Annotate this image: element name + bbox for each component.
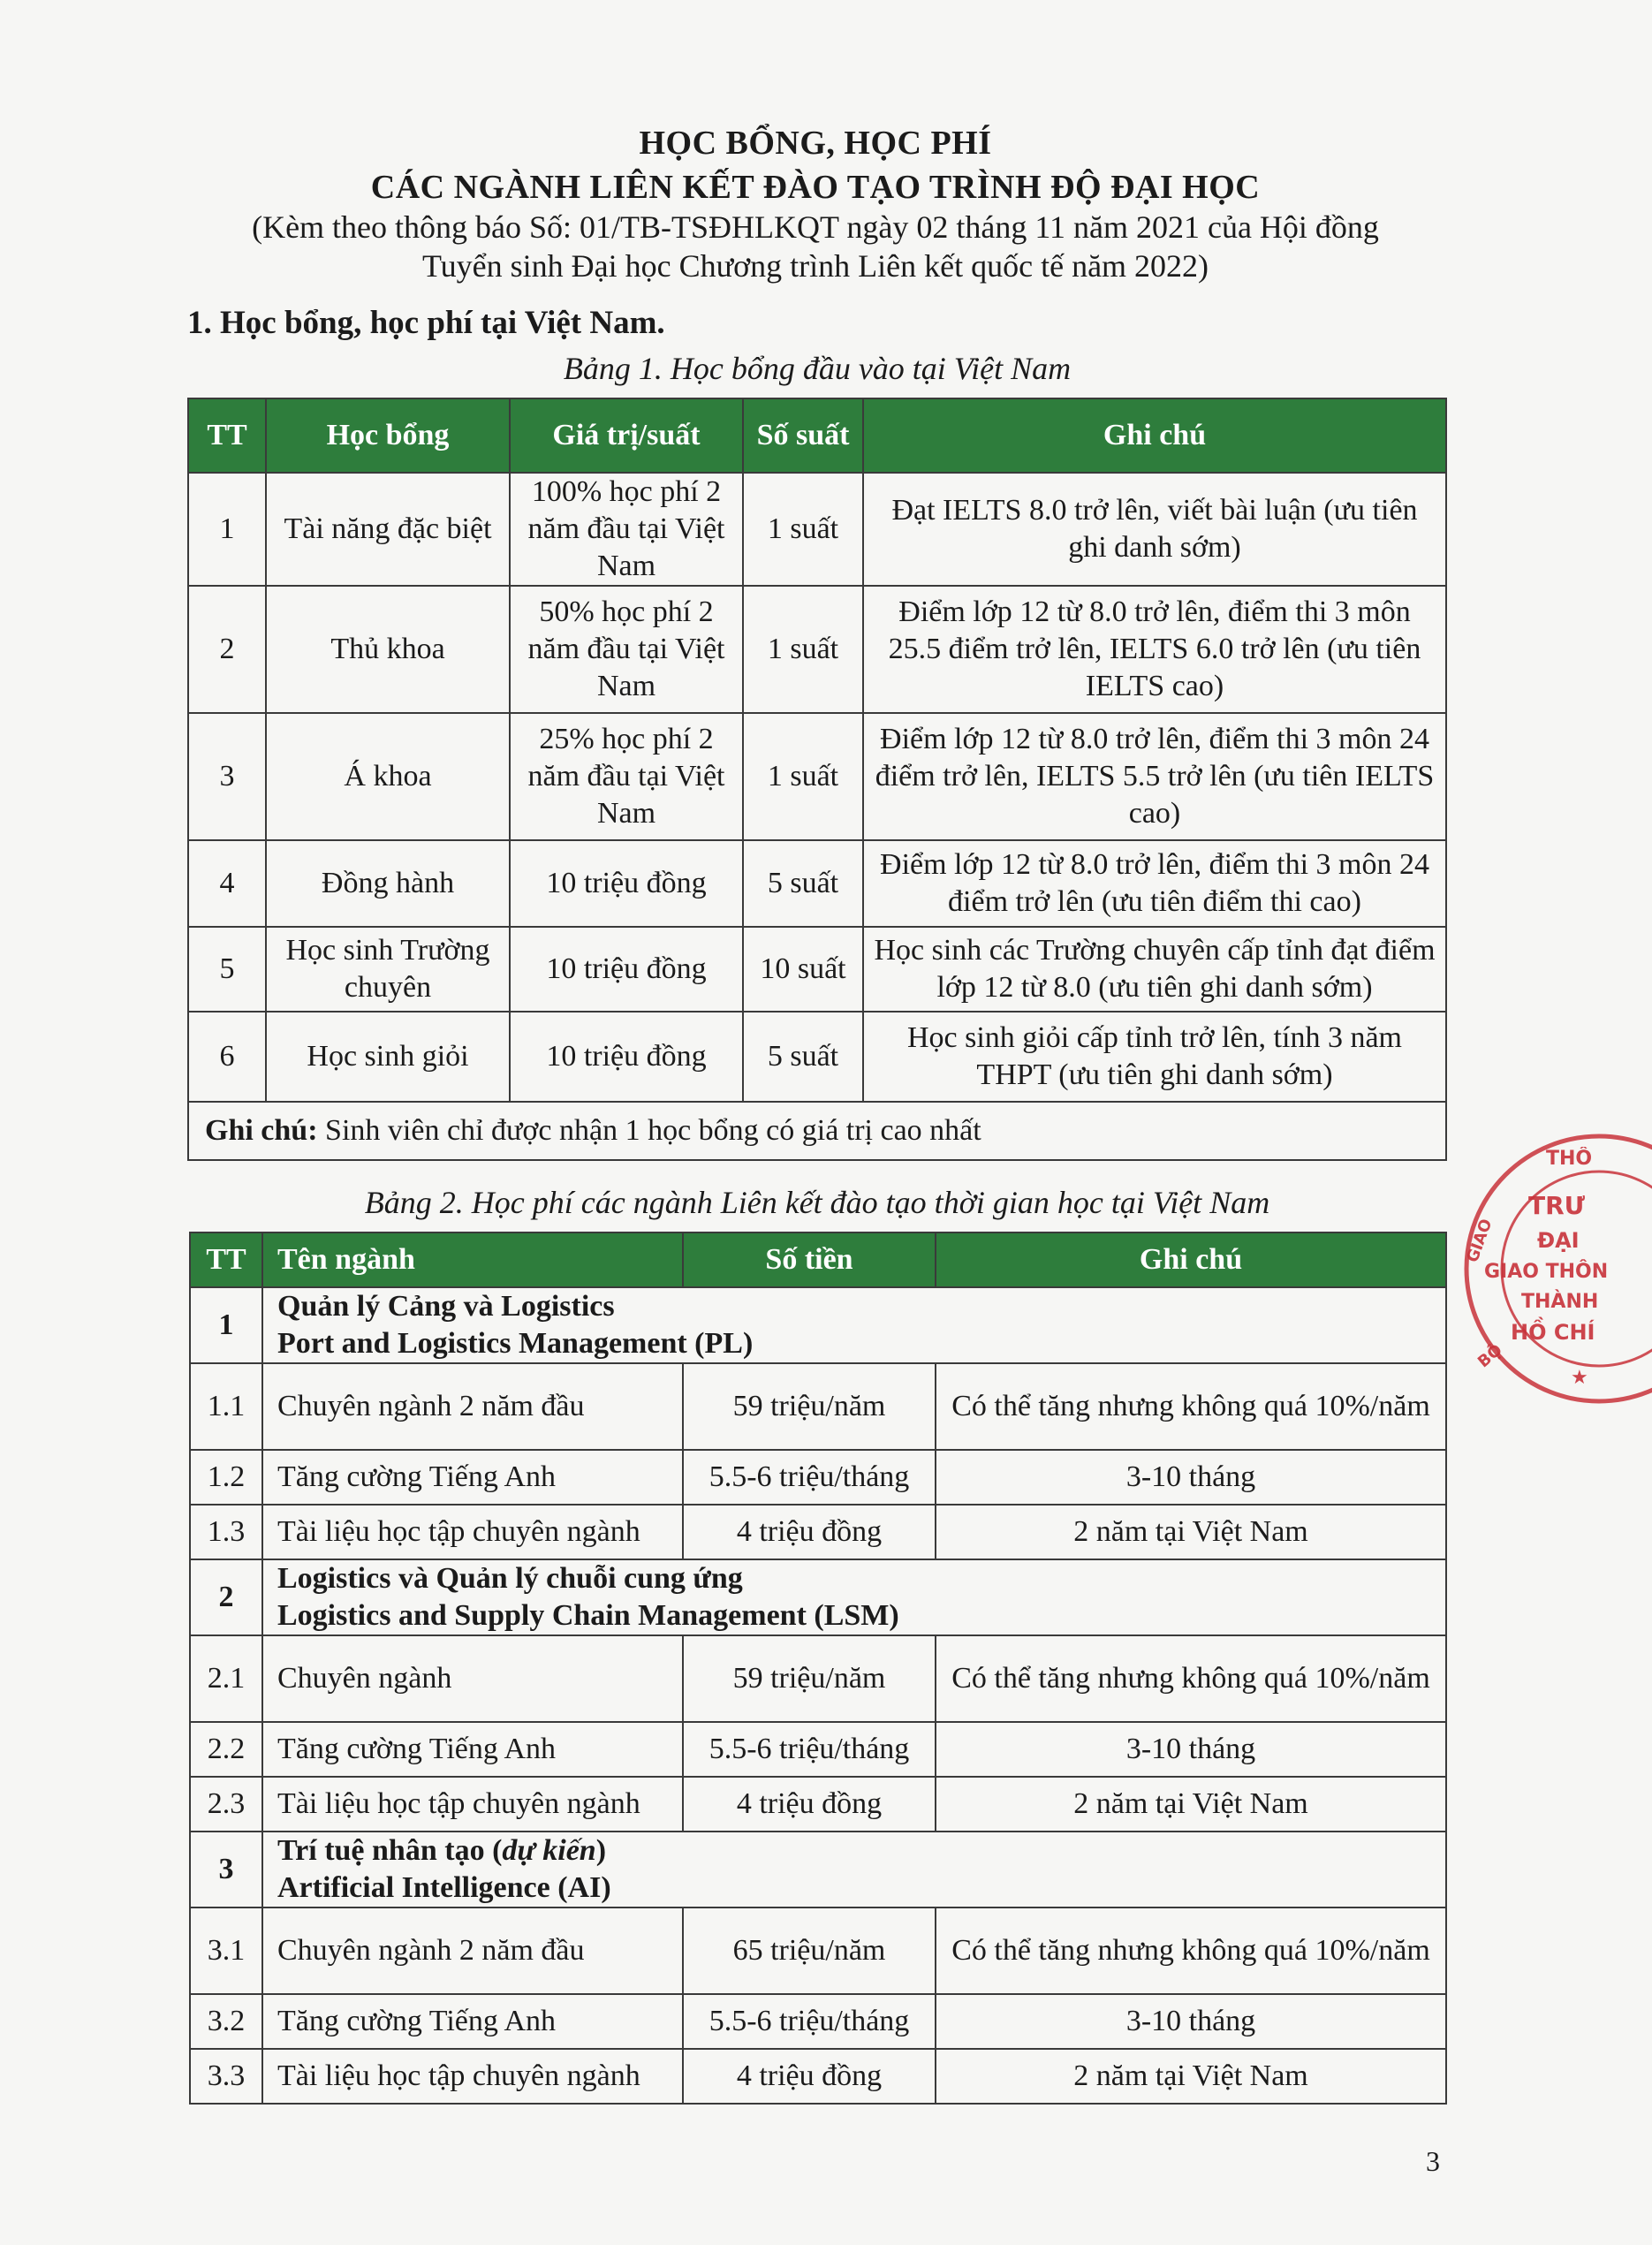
svg-text:GIAO: GIAO [1463,1216,1497,1265]
document-title-line2: CÁC NGÀNH LIÊN KẾT ĐÀO TẠO TRÌNH ĐỘ ĐẠI HỌC [370,169,1261,206]
svg-text:TRƯ: TRƯ [1528,1191,1586,1220]
item-amount: 59 triệu/năm [683,1363,936,1450]
table-footnote [188,1102,1446,1160]
scholarship-note: Điểm lớp 12 từ 8.0 trở lên, điểm thi 3 môn 24 điểm trở lên (ưu tiên điểm thi cao) [863,840,1446,927]
column-header: Ghi chú [936,1232,1446,1287]
table-row [188,713,1446,840]
item-name: Tăng cường Tiếng Anh [262,1450,683,1505]
item-number: 1.1 [190,1363,262,1450]
table-row [190,1994,1446,2049]
item-note: 3-10 tháng [936,1722,1446,1777]
item-amount: 4 triệu đồng [683,1777,936,1832]
scholarship-name: Thủ khoa [266,586,510,713]
program-name-en: Port and Logistics Management (PL) [277,1327,754,1360]
item-number: 3.3 [190,2049,262,2104]
document-title: HỌC BỔNG, HỌC PHÍ [639,125,992,162]
table1-caption: Bảng 1. Học bổng đầu vào tại Việt Nam [563,351,1072,386]
program-name-vi-text: Quản lý Cảng và Logistics [277,1290,615,1323]
tuition-table [189,1232,1447,2105]
table-row [188,1012,1446,1102]
svg-text:GIAO THÔN: GIAO THÔN [1484,1261,1609,1283]
item-number: 1.2 [190,1450,262,1505]
scholarship-count: 1 suất [743,586,863,713]
item-name: Tài liệu học tập chuyên ngành [262,1505,683,1559]
row-number: 5 [188,927,266,1012]
row-number: 4 [188,840,266,927]
column-header: TT [190,1232,262,1287]
item-name: Tăng cường Tiếng Anh [262,1722,683,1777]
item-amount: 5.5-6 triệu/tháng [683,1450,936,1505]
document-subtitle-line2: Tuyển sinh Đại học Chương trình Liên kết quốc tế năm 2022) [421,248,1209,284]
svg-text:ĐẠI: ĐẠI [1537,1228,1580,1253]
row-number: 2 [188,586,266,713]
group-number: 3 [190,1832,262,1907]
item-name: Chuyên ngành [262,1635,683,1722]
item-note: Có thể tăng nhưng không quá 10%/năm [936,1907,1446,1994]
item-amount: 4 triệu đồng [683,1505,936,1559]
table-row [190,1450,1446,1505]
item-number: 2.1 [190,1635,262,1722]
scholarship-note: Đạt IELTS 8.0 trở lên, viết bài luận (ưu tiên ghi danh sớm) [863,473,1446,586]
scholarship-count: 5 suất [743,1012,863,1102]
item-amount: 5.5-6 triệu/tháng [683,1722,936,1777]
table-row [188,586,1446,713]
program-name [262,1287,1446,1363]
item-name: Chuyên ngành 2 năm đầu [262,1363,683,1450]
scholarship-name: Đồng hành [266,840,510,927]
scholarship-value: 25% học phí 2 năm đầu tại Việt Nam [510,713,743,840]
item-name: Chuyên ngành 2 năm đầu [262,1907,683,1994]
svg-text:★: ★ [1571,1367,1588,1389]
column-header: TT [188,398,266,473]
program-name [262,1559,1446,1635]
item-number: 3.2 [190,1994,262,2049]
item-note: Có thể tăng nhưng không quá 10%/năm [936,1363,1446,1450]
program-group-row [190,1559,1446,1635]
svg-text:HỒ CHÍ: HỒ CHÍ [1511,1320,1595,1345]
footnote-label: Ghi chú: [205,1114,318,1147]
scholarship-value: 10 triệu đồng [510,840,743,927]
item-number: 3.1 [190,1907,262,1994]
program-name-vi-text: Logistics và Quản lý chuỗi cung ứng [277,1562,743,1595]
row-number: 1 [188,473,266,586]
item-note: Có thể tăng nhưng không quá 10%/năm [936,1635,1446,1722]
footnote-text: Sinh viên chỉ được nhận 1 học bổng có giá trị cao nhất [317,1114,981,1147]
group-number: 1 [190,1287,262,1363]
item-amount: 59 triệu/năm [683,1635,936,1722]
program-name-en: Artificial Intelligence (AI) [277,1871,611,1904]
program-group-row [190,1832,1446,1907]
item-number: 2.3 [190,1777,262,1832]
document-subtitle: (Kèm theo thông báo Số: 01/TB-TSĐHLKQT ngày 02 tháng 11 năm 2021 của Hội đồng [252,209,1379,245]
scholarship-count: 1 suất [743,473,863,586]
scholarship-table [187,398,1447,1161]
scholarship-value: 100% học phí 2 năm đầu tại Việt Nam [510,473,743,586]
row-number: 3 [188,713,266,840]
column-header: Số tiền [683,1232,936,1287]
table-row [190,1777,1446,1832]
item-amount: 65 triệu/năm [683,1907,936,1994]
program-name-vi [277,1560,1440,1597]
item-number: 2.2 [190,1722,262,1777]
scholarship-name: Á khoa [266,713,510,840]
table2-caption: Bảng 2. Học phí các ngành Liên kết đào tạo thời gian học tại Việt Nam [364,1185,1270,1220]
table-row [188,927,1446,1012]
scholarship-name: Tài năng đặc biệt [266,473,510,586]
scholarship-note: Học sinh giỏi cấp tỉnh trở lên, tính 3 năm THPT (ưu tiên ghi danh sớm) [863,1012,1446,1102]
item-note: 2 năm tại Việt Nam [936,1777,1446,1832]
scholarship-value: 50% học phí 2 năm đầu tại Việt Nam [510,586,743,713]
program-name-vi: Trí tuệ nhân tạo (dự kiến) [277,1834,607,1867]
program-name-italic: dự kiến [502,1834,596,1867]
item-note: 2 năm tại Việt Nam [936,1505,1446,1559]
item-note: 2 năm tại Việt Nam [936,2049,1446,2104]
column-header: Số suất [743,398,863,473]
program-name-en: Logistics and Supply Chain Management (LSM) [277,1599,899,1632]
item-amount: 5.5-6 triệu/tháng [683,1994,936,2049]
table-row [190,1363,1446,1450]
scholarship-count: 10 suất [743,927,863,1012]
item-amount: 4 triệu đồng [683,2049,936,2104]
program-group-row [190,1287,1446,1363]
item-note: 3-10 tháng [936,1994,1446,2049]
item-note: 3-10 tháng [936,1450,1446,1505]
scholarship-note: Điểm lớp 12 từ 8.0 trở lên, điểm thi 3 môn 25.5 điểm trở lên, IELTS 6.0 trở lên (ưu tiên IELTS cao) [863,586,1446,713]
item-number: 1.3 [190,1505,262,1559]
table-row [190,1907,1446,1994]
section-heading: 1. Học bổng, học phí tại Việt Nam. [187,305,665,341]
program-name [262,1832,1446,1907]
program-name-vi-text: Trí tuệ nhân tạo ( [277,1834,503,1867]
program-name-vi [277,1288,1440,1325]
scholarship-count: 5 suất [743,840,863,927]
table-row [190,1505,1446,1559]
scholarship-note: Học sinh các Trường chuyên cấp tỉnh đạt điểm lớp 12 từ 8.0 (ưu tiên ghi danh sớm) [863,927,1446,1012]
scholarship-value: 10 triệu đồng [510,927,743,1012]
scholarship-value: 10 triệu đồng [510,1012,743,1102]
svg-text:BỘ: BỘ [1474,1340,1506,1372]
item-name: Tăng cường Tiếng Anh [262,1994,683,2049]
column-header: Học bổng [266,398,510,473]
scholarship-name: Học sinh Trường chuyên [266,927,510,1012]
scholarship-name: Học sinh giỏi [266,1012,510,1102]
official-seal [1449,1127,1652,1410]
svg-text:THÀNH: THÀNH [1521,1291,1599,1313]
scholarship-note: Điểm lớp 12 từ 8.0 trở lên, điểm thi 3 môn 24 điểm trở lên, IELTS 5.5 trở lên (ưu tiên IELTS cao) [863,713,1446,840]
table-row [190,2049,1446,2104]
item-name: Tài liệu học tập chuyên ngành [262,1777,683,1832]
table-row [188,473,1446,586]
column-header: Giá trị/suất [510,398,743,473]
item-name: Tài liệu học tập chuyên ngành [262,2049,683,2104]
table-row [188,840,1446,927]
column-header: Tên ngành [262,1232,683,1287]
table-row [190,1635,1446,1722]
row-number: 6 [188,1012,266,1102]
page-number: 3 [1426,2145,1440,2177]
svg-text:THÔ: THÔ [1546,1148,1593,1170]
table-row [190,1722,1446,1777]
group-number: 2 [190,1559,262,1635]
scholarship-count: 1 suất [743,713,863,840]
column-header: Ghi chú [863,398,1446,473]
